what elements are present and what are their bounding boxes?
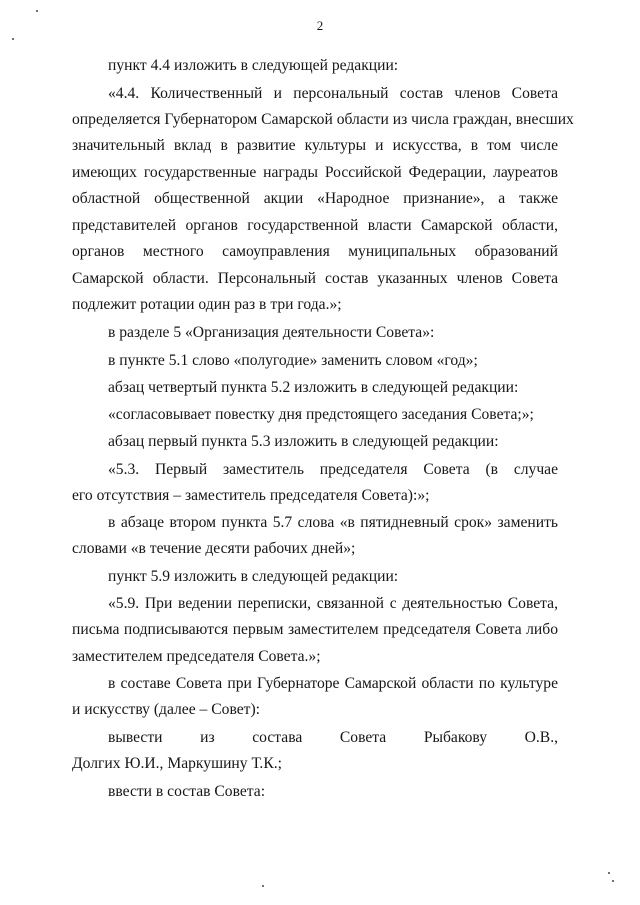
text-line: Самарской области. Персональный состав указанных членов Совета xyxy=(72,270,558,287)
text-line: заместителем председателя Совета.»; xyxy=(72,648,321,665)
text-line: значительный вклад в развитие культуры и искусства, в том числе xyxy=(72,137,558,154)
scan-speck xyxy=(612,880,614,882)
text-line: письма подписываются первым заместителем председателя Совета либо xyxy=(72,621,558,638)
scan-speck xyxy=(608,872,610,874)
scan-speck xyxy=(12,38,14,40)
text-line: имеющих государственные награды Российской Федерации, лауреатов xyxy=(72,164,558,181)
text-line: вывести из состава Совета Рыбакову О.В., xyxy=(108,729,558,746)
text-line: пункт 5.9 изложить в следующей редакции: xyxy=(108,568,399,585)
page-number: 2 xyxy=(316,18,324,33)
text-line: Долгих Ю.И., Маркушину Т.К.; xyxy=(72,755,282,772)
text-line: определяется Губернатором Самарской области из числа граждан, внесших xyxy=(72,111,574,128)
text-line: словами «в течение десяти рабочих дней»; xyxy=(72,540,356,557)
text-line: «4.4. Количественный и персональный состав членов Совета xyxy=(108,85,558,102)
text-line: абзац четвертый пункта 5.2 изложить в следующей редакции: xyxy=(108,379,519,396)
text-line: в абзаце втором пункта 5.7 слова «в пятидневный срок» заменить xyxy=(108,514,558,531)
scan-speck xyxy=(36,10,38,12)
text-line: ввести в состав Совета: xyxy=(108,783,266,800)
text-line: «5.3. Первый заместитель председателя Совета (в случае xyxy=(108,461,558,478)
text-line: в пункте 5.1 слово «полугодие» заменить словом «год»; xyxy=(108,352,478,369)
text-line: представителей органов государственной власти Самарской области, xyxy=(72,217,558,234)
text-line: «согласовывает повестку дня предстоящего заседания Совета;»; xyxy=(108,406,534,423)
text-line: областной общественной акции «Народное признание», а также xyxy=(72,190,558,207)
text-line: абзац первый пункта 5.3 изложить в следующей редакции: xyxy=(108,433,499,450)
text-line: в разделе 5 «Организация деятельности Совета»: xyxy=(108,324,435,341)
scan-speck xyxy=(262,885,264,887)
text-line: подлежит ротации один раз в три года.»; xyxy=(72,296,342,313)
text-line: пункт 4.4 изложить в следующей редакции: xyxy=(108,57,399,74)
text-line: «5.9. При ведении переписки, связанной с деятельностью Совета, xyxy=(108,595,558,612)
text-line: его отсутствия – заместитель председателя Совета):»; xyxy=(72,487,430,504)
text-line: и искусству (далее – Совет): xyxy=(72,701,260,718)
text-line: органов местного самоуправления муниципальных образований xyxy=(72,243,558,260)
text-line: в составе Совета при Губернаторе Самарской области по культуре xyxy=(108,675,558,692)
